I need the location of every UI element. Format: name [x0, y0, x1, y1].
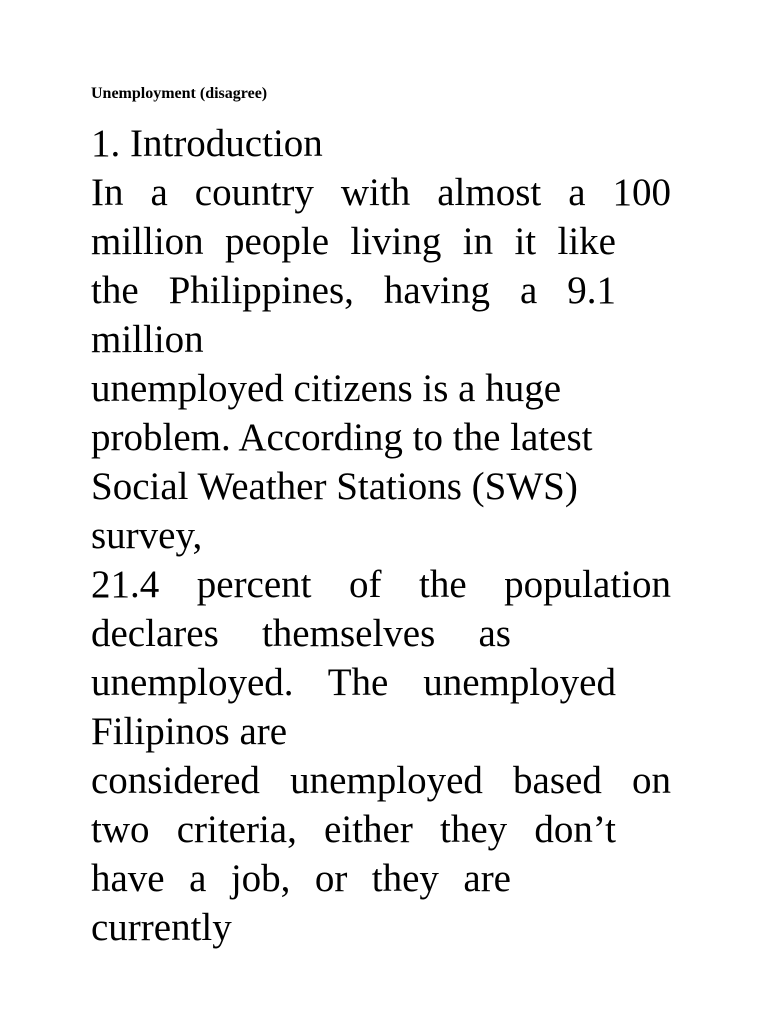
- body-line: unemployed citizens is a huge: [91, 367, 562, 410]
- body-line: problem. According to the latest: [91, 416, 593, 459]
- body-line: considered unemployed based on: [91, 759, 671, 802]
- body-line: two criteria, either they don’t: [91, 808, 616, 851]
- body-line: declares themselves as: [91, 612, 511, 655]
- body-line: million: [91, 318, 204, 361]
- body-line: 21.4 percent of the population: [91, 563, 671, 606]
- body-line: Filipinos are: [91, 710, 288, 753]
- body-line: Social Weather Stations (SWS): [91, 465, 578, 508]
- body-line: In a country with almost a 100: [91, 171, 671, 214]
- document-title: Unemployment (disagree): [91, 85, 268, 102]
- section-heading: 1. Introduction: [91, 122, 323, 165]
- body-line: survey,: [91, 514, 203, 557]
- document-body: [91, 119, 681, 952]
- body-line: have a job, or they are: [91, 857, 511, 900]
- body-line: currently: [91, 906, 232, 949]
- body-line: unemployed. The unemployed: [91, 661, 616, 704]
- body-line: the Philippines, having a 9.1: [91, 269, 616, 312]
- body-line: million people living in it like: [91, 220, 616, 263]
